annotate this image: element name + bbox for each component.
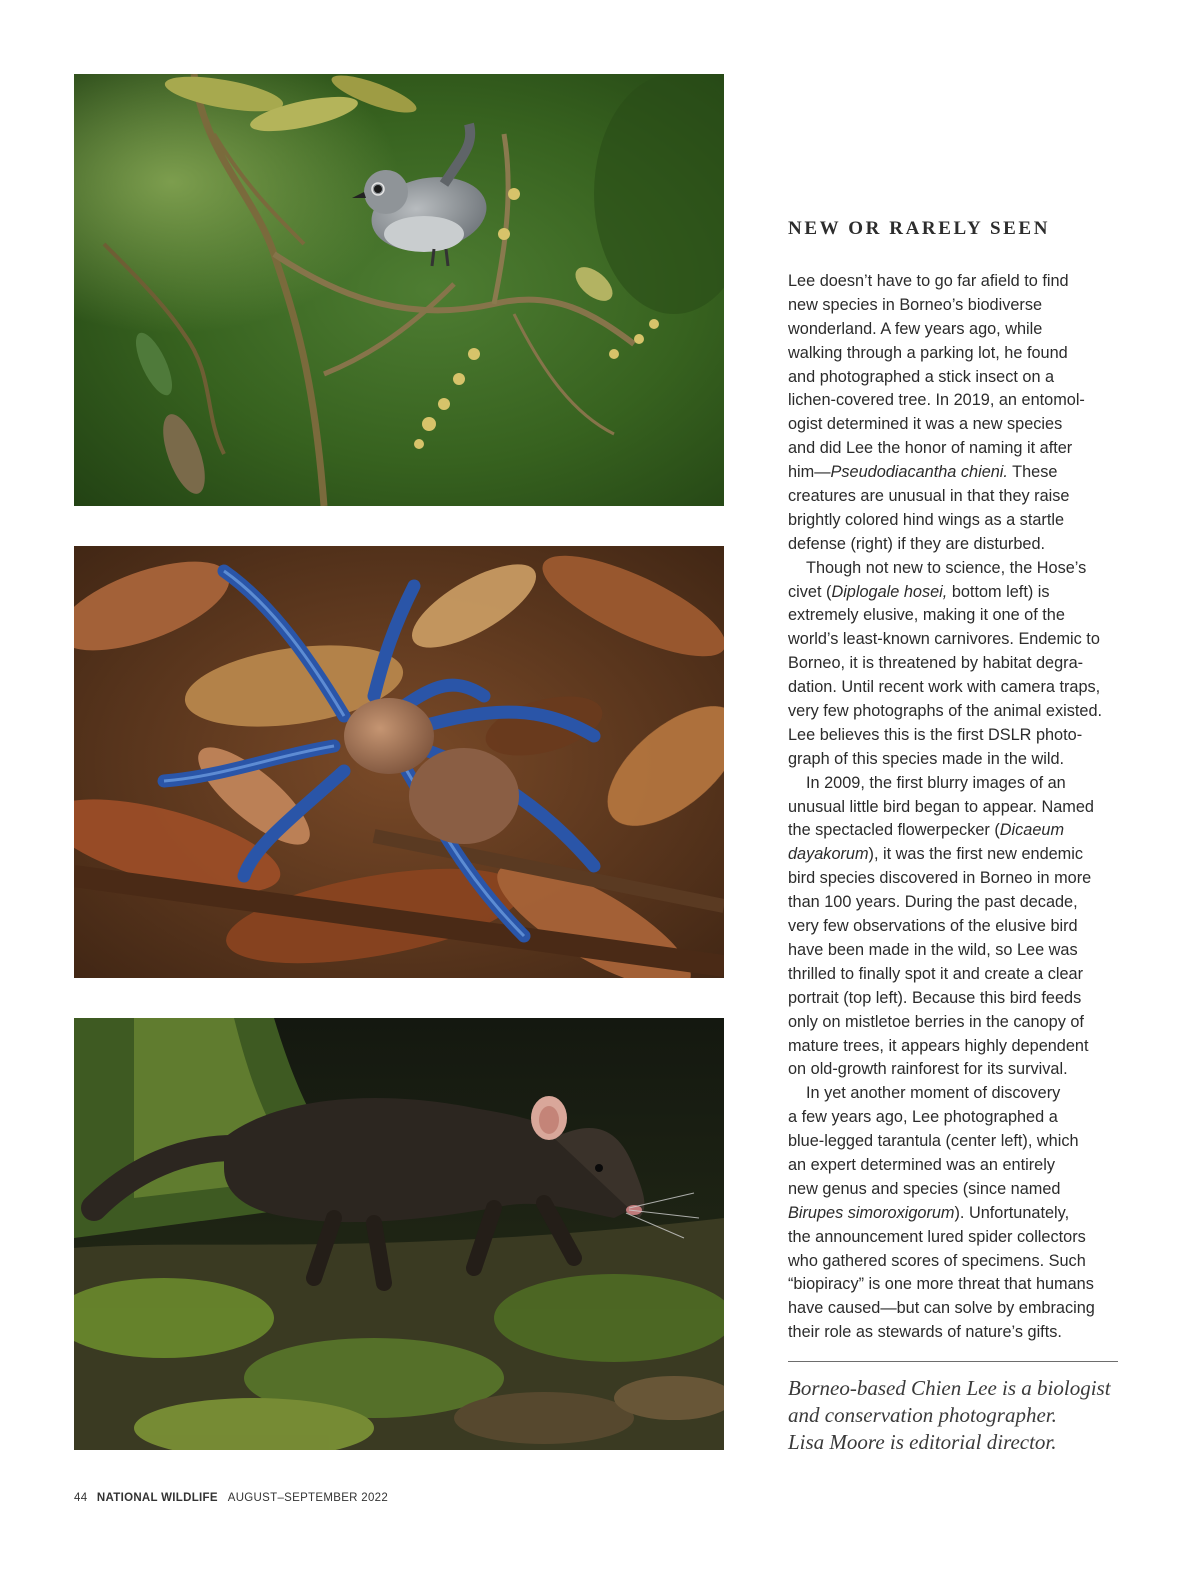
body-line [788,1250,1128,1274]
body-line [788,294,1128,318]
body-line [788,485,1128,509]
body-line [788,1178,1128,1202]
body-text-segment: only on mistletoe berries in the canopy of [788,1012,1084,1031]
body-text-segment: ogist determined it was a new species [788,415,1063,434]
body-line [788,963,1128,987]
body-text-segment: the announcement lured spider collectors [788,1227,1086,1246]
body-text-segment: bird species discovered in Borneo in more [788,869,1092,888]
body-line [788,1273,1128,1297]
body-text-segment: dation. Until recent work with camera traps, [788,678,1101,697]
body-text-segment: ), it was the first new endemic [868,845,1083,864]
tarantula-photo [74,546,724,978]
page-number: 44 [74,1492,88,1504]
tarantula-image [74,546,724,978]
body-text-segment: a few years ago, Lee photographed a [788,1108,1058,1127]
body-text-segment: thrilled to finally spot it and create a clear [788,964,1084,983]
body-line [788,1226,1128,1250]
body-line [788,581,1128,605]
body-text-segment: very few photographs of the animal existed. [788,702,1103,721]
body-line [788,437,1128,461]
section-heading: NEW OR RARELY SEEN [788,218,1051,239]
body-text-segment: unusual little bird began to appear. Named [788,797,1094,816]
civet-photo [74,1018,724,1450]
bird-photo [74,74,724,506]
body-line [788,987,1128,1011]
body-line [788,1321,1128,1345]
body-line [788,891,1128,915]
body-line [788,270,1128,294]
body-text-segment: Borneo, it is threatened by habitat degra- [788,654,1084,673]
body-text-segment: and did Lee the honor of naming it after [788,439,1073,458]
body-text-segment: portrait (top left). Because this bird feeds [788,988,1082,1007]
species-name: Birupes simoroxigorum [788,1203,955,1222]
body-line [788,389,1128,413]
body-line [788,700,1128,724]
body-line [788,509,1128,533]
body-line [788,1297,1128,1321]
body-text-segment: “biopiracy” is one more threat that humans [788,1275,1094,1294]
body-text-segment: Though not new to science, the Hose’s [806,558,1087,577]
body-text-segment: new species in Borneo’s biodiverse [788,295,1043,314]
body-text-segment: creatures are unusual in that they raise [788,487,1070,506]
page-footer [74,1492,388,1504]
credit-line: and conservation photographer. [788,1403,1057,1427]
body-line [788,939,1128,963]
magazine-name: NATIONAL WILDLIFE [96,1492,218,1504]
body-line [788,724,1128,748]
body-text-segment: their role as stewards of nature’s gifts. [788,1323,1062,1342]
body-line [788,318,1128,342]
body-text-segment: the spectacled flowerpecker ( [788,821,1000,840]
body-text-segment: an expert determined was an entirely [788,1155,1055,1174]
body-text-segment: graph of this species made in the wild. [788,749,1065,768]
body-line [788,342,1128,366]
issue-date: AUGUST–SEPTEMBER 2022 [227,1492,389,1504]
tarantula-body [344,698,434,774]
species-name: Diplogale hosei, [831,582,948,601]
body-text-segment: In yet another moment of discovery [806,1084,1061,1103]
body-text-segment: mature trees, it appears highly dependent [788,1036,1089,1055]
body-text-segment: lichen-covered tree. In 2019, an entomol- [788,391,1085,410]
body-text-segment: who gathered scores of specimens. Such [788,1251,1086,1270]
body-line [788,1130,1128,1154]
body-text-segment: walking through a parking lot, he found [788,343,1068,362]
body-line [788,843,1128,867]
body-line [788,676,1128,700]
body-text-segment: These [1007,463,1058,482]
body-text-segment: have been made in the wild, so Lee was [788,940,1078,959]
body-line [788,461,1128,485]
body-line [788,1202,1128,1226]
species-name: Pseudodiacantha chieni. [830,463,1008,482]
credit-line: Borneo-based Chien Lee is a biologist [788,1376,1111,1400]
article-body [788,270,1128,1345]
flowerpecker-image [74,74,724,506]
body-text-segment: In 2009, the first blurry images of an [806,773,1066,792]
body-text-segment: civet ( [788,582,832,601]
body-text-segment: world’s least-known carnivores. Endemic to [788,630,1100,649]
body-line [788,628,1128,652]
species-name: dayakorum [788,845,869,864]
body-text-segment: ). Unfortunately, [954,1203,1070,1222]
body-line [788,557,1128,581]
body-line [788,1106,1128,1130]
body-text-segment: Lee doesn’t have to go far afield to find [788,272,1069,290]
body-text-segment: and photographed a stick insect on a [788,367,1055,386]
body-text-segment: him— [788,463,831,482]
divider-rule [788,1361,1118,1362]
body-text-segment: bottom left) is [947,582,1050,601]
hoses-civet-image [74,1018,724,1450]
body-text-segment: Lee believes this is the first DSLR photo- [788,725,1083,744]
body-text-segment: extremely elusive, making it one of the [788,606,1065,625]
body-line [788,1058,1128,1082]
body-line [788,604,1128,628]
body-line [788,748,1128,772]
body-line [788,366,1128,390]
body-text-segment: brightly colored hind wings as a startle [788,510,1065,529]
body-line [788,915,1128,939]
body-line [788,772,1128,796]
body-text-segment: wonderland. A few years ago, while [788,319,1043,338]
body-line [788,413,1128,437]
body-line [788,1154,1128,1178]
body-text-segment: defense (right) if they are disturbed. [788,534,1046,553]
body-text-segment: new genus and species (since named [788,1179,1061,1198]
body-line [788,867,1128,891]
body-text-segment: very few observations of the elusive bird [788,917,1078,936]
body-text-segment: have caused—but can solve by embracing [788,1299,1095,1318]
body-text-segment: blue-legged tarantula (center left), which [788,1132,1079,1151]
body-text-segment: than 100 years. During the past decade, [788,893,1078,912]
credit-line: Lisa Moore is editorial director. [788,1430,1057,1454]
body-line [788,533,1128,557]
body-line [788,796,1128,820]
body-line [788,819,1128,843]
body-line [788,1035,1128,1059]
body-text-segment: on old-growth rainforest for its survival. [788,1060,1068,1079]
body-line [788,1082,1128,1106]
author-credit [788,1375,1128,1456]
body-line [788,1011,1128,1035]
body-line [788,652,1128,676]
species-name: Dicaeum [999,821,1065,840]
